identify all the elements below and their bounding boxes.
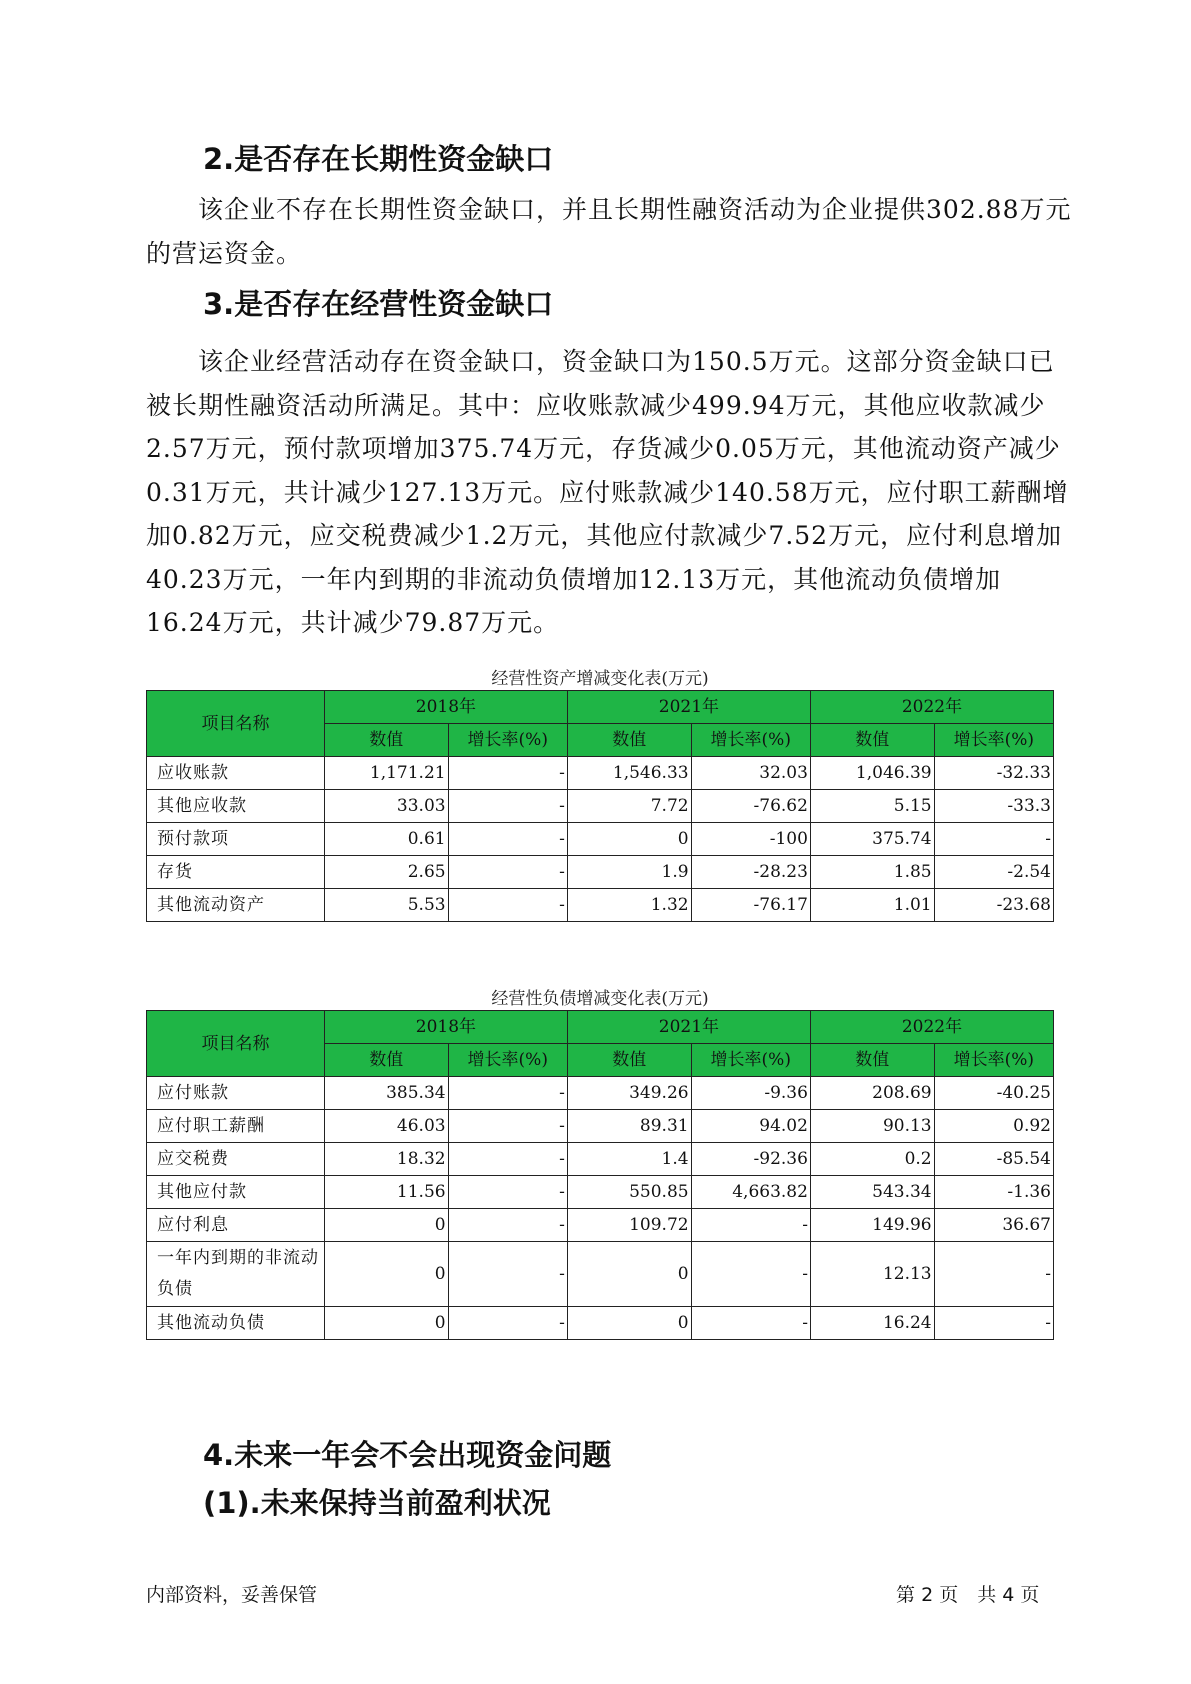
table-cell: 11.56 <box>324 1176 448 1209</box>
table-cell: 5.15 <box>810 790 934 823</box>
table-cell: - <box>448 1307 567 1340</box>
table-cell: 550.85 <box>567 1176 691 1209</box>
col-header-value: 数值 <box>324 1044 448 1077</box>
table-cell: -85.54 <box>934 1143 1053 1176</box>
table-cell: 0 <box>324 1242 448 1307</box>
paragraph-operating-gap: 该企业经营活动存在资金缺口，资金缺口为150.5万元。这部分资金缺口已被长期性融资活动所满足。其中：应收账款减少499.94万元，其他应收款减少2.57万元，预付款项增加375.74万元，存货减少0.05万元，其他流动资产减少0.31万元，共计减少127.13万元。应付账款减少140.58万元，应付职工薪酬增加0.82万元，应交税费减少1.2万元，其他应付款减少7.52万元，应付利息增加40.23万元，一年内到期的非流动负债增加12.13万元，其他流动负债增加16.24万元，共计减少79.87万元。 <box>146 347 1069 637</box>
table-cell: 36.67 <box>934 1209 1053 1242</box>
col-header-year: 2021年 <box>567 691 810 724</box>
table-cell: -1.36 <box>934 1176 1053 1209</box>
liability-table-caption: 经营性负债增减变化表(万元) <box>491 989 709 1009</box>
asset-table <box>146 690 1054 922</box>
table-cell: - <box>448 1209 567 1242</box>
col-header-year: 2022年 <box>810 1011 1053 1044</box>
row-label: 其他流动资产 <box>147 889 325 922</box>
table-cell: -76.17 <box>691 889 810 922</box>
row-label: 应收账款 <box>147 757 325 790</box>
table-cell: 16.24 <box>810 1307 934 1340</box>
section-heading-4-1: (1).未来保持当前盈利状况 <box>203 1486 551 1520</box>
footer-current-page: 2 <box>921 1584 934 1606</box>
table-row <box>147 1143 1054 1176</box>
table-cell: - <box>448 856 567 889</box>
row-label: 一年内到期的非流动负债 <box>147 1242 325 1307</box>
col-header-year: 2018年 <box>324 1011 567 1044</box>
table-row <box>147 1307 1054 1340</box>
col-header-growth: 增长率(%) <box>934 724 1053 757</box>
table-cell: 208.69 <box>810 1077 934 1110</box>
table-cell: 7.72 <box>567 790 691 823</box>
table-row <box>147 823 1054 856</box>
table-cell: 89.31 <box>567 1110 691 1143</box>
table-cell: - <box>691 1242 810 1307</box>
table-cell: 0 <box>324 1307 448 1340</box>
table-cell: 0.92 <box>934 1110 1053 1143</box>
row-label: 其他应付款 <box>147 1176 325 1209</box>
table-row <box>147 1242 1054 1307</box>
asset-table-caption: 经营性资产增减变化表(万元) <box>491 669 709 689</box>
table-cell: - <box>934 823 1053 856</box>
section-heading-4: 4.未来一年会不会出现资金问题 <box>203 1438 612 1472</box>
table-cell: 349.26 <box>567 1077 691 1110</box>
col-header-value: 数值 <box>810 724 934 757</box>
table-cell: - <box>448 1110 567 1143</box>
table-cell: 0 <box>567 1307 691 1340</box>
row-label: 其他流动负债 <box>147 1307 325 1340</box>
table-cell: 12.13 <box>810 1242 934 1307</box>
table-row <box>147 889 1054 922</box>
table-cell: -40.25 <box>934 1077 1053 1110</box>
footer-page-suffix: 页 <box>1020 1584 1040 1606</box>
table-cell: 149.96 <box>810 1209 934 1242</box>
footer-confidential: 内部资料，妥善保管 <box>146 1584 318 1606</box>
table-row <box>147 1077 1054 1110</box>
table-row <box>147 790 1054 823</box>
table-cell: 0 <box>567 1242 691 1307</box>
table-cell: 385.34 <box>324 1077 448 1110</box>
col-header-year: 2021年 <box>567 1011 810 1044</box>
table-row <box>147 1209 1054 1242</box>
table-cell: - <box>448 790 567 823</box>
table-cell: 0 <box>567 823 691 856</box>
table-cell: 1.85 <box>810 856 934 889</box>
table-cell: - <box>448 1143 567 1176</box>
table-cell: - <box>691 1307 810 1340</box>
paragraph-long-term-gap: 该企业不存在长期性资金缺口，并且长期性融资活动为企业提供302.88万元的营运资金。 <box>146 195 1072 268</box>
table-cell: - <box>448 823 567 856</box>
table-cell: 18.32 <box>324 1143 448 1176</box>
table-cell: 4,663.82 <box>691 1176 810 1209</box>
table-cell: - <box>691 1209 810 1242</box>
col-header-item: 项目名称 <box>147 1011 325 1077</box>
table-cell: 5.53 <box>324 889 448 922</box>
table-cell: -92.36 <box>691 1143 810 1176</box>
table-cell: 0.61 <box>324 823 448 856</box>
row-label: 应付职工薪酬 <box>147 1110 325 1143</box>
table-cell: 543.34 <box>810 1176 934 1209</box>
col-header-year: 2022年 <box>810 691 1053 724</box>
col-header-value: 数值 <box>567 1044 691 1077</box>
col-header-value: 数值 <box>324 724 448 757</box>
table-cell: - <box>448 1077 567 1110</box>
table-cell: - <box>934 1307 1053 1340</box>
table-cell: 2.65 <box>324 856 448 889</box>
table-cell: -9.36 <box>691 1077 810 1110</box>
table-cell: -23.68 <box>934 889 1053 922</box>
table-cell: 109.72 <box>567 1209 691 1242</box>
col-header-growth: 增长率(%) <box>448 724 567 757</box>
section-heading-3: 3.是否存在经营性资金缺口 <box>203 287 554 321</box>
table-cell: 90.13 <box>810 1110 934 1143</box>
table-cell: - <box>448 889 567 922</box>
col-header-growth: 增长率(%) <box>448 1044 567 1077</box>
table-cell: 1.9 <box>567 856 691 889</box>
table-cell: 1,546.33 <box>567 757 691 790</box>
table-row <box>147 1176 1054 1209</box>
footer-total-pages: 4 <box>1002 1584 1015 1606</box>
table-cell: - <box>448 757 567 790</box>
table-cell: - <box>934 1242 1053 1307</box>
table-cell: 0.2 <box>810 1143 934 1176</box>
table-cell: 33.03 <box>324 790 448 823</box>
table-cell: -33.3 <box>934 790 1053 823</box>
row-label: 存货 <box>147 856 325 889</box>
table-cell: 1.01 <box>810 889 934 922</box>
row-label: 预付款项 <box>147 823 325 856</box>
row-label: 其他应收款 <box>147 790 325 823</box>
col-header-growth: 增长率(%) <box>691 724 810 757</box>
table-cell: 0 <box>324 1209 448 1242</box>
table-cell: 1.4 <box>567 1143 691 1176</box>
col-header-item: 项目名称 <box>147 691 325 757</box>
col-header-growth: 增长率(%) <box>934 1044 1053 1077</box>
table-cell: -76.62 <box>691 790 810 823</box>
table-cell: 46.03 <box>324 1110 448 1143</box>
table-cell: 375.74 <box>810 823 934 856</box>
table-row <box>147 757 1054 790</box>
row-label: 应交税费 <box>147 1143 325 1176</box>
col-header-year: 2018年 <box>324 691 567 724</box>
table-cell: - <box>448 1176 567 1209</box>
table-cell: -2.54 <box>934 856 1053 889</box>
col-header-growth: 增长率(%) <box>691 1044 810 1077</box>
row-label: 应付账款 <box>147 1077 325 1110</box>
col-header-value: 数值 <box>810 1044 934 1077</box>
footer-page-mid: 页 共 <box>939 1584 997 1606</box>
table-cell: -32.33 <box>934 757 1053 790</box>
table-cell: 32.03 <box>691 757 810 790</box>
table-cell: 1,046.39 <box>810 757 934 790</box>
liability-table <box>146 1010 1054 1340</box>
table-cell: 1.32 <box>567 889 691 922</box>
section-heading-2: 2.是否存在长期性资金缺口 <box>203 142 554 176</box>
row-label: 应付利息 <box>147 1209 325 1242</box>
table-cell: 1,171.21 <box>324 757 448 790</box>
table-cell: -100 <box>691 823 810 856</box>
table-cell: 94.02 <box>691 1110 810 1143</box>
table-row <box>147 856 1054 889</box>
table-cell: - <box>448 1242 567 1307</box>
table-row <box>147 1110 1054 1143</box>
footer-page-number <box>896 1582 1039 1608</box>
col-header-value: 数值 <box>567 724 691 757</box>
footer-page-prefix: 第 <box>896 1584 916 1606</box>
table-cell: -28.23 <box>691 856 810 889</box>
